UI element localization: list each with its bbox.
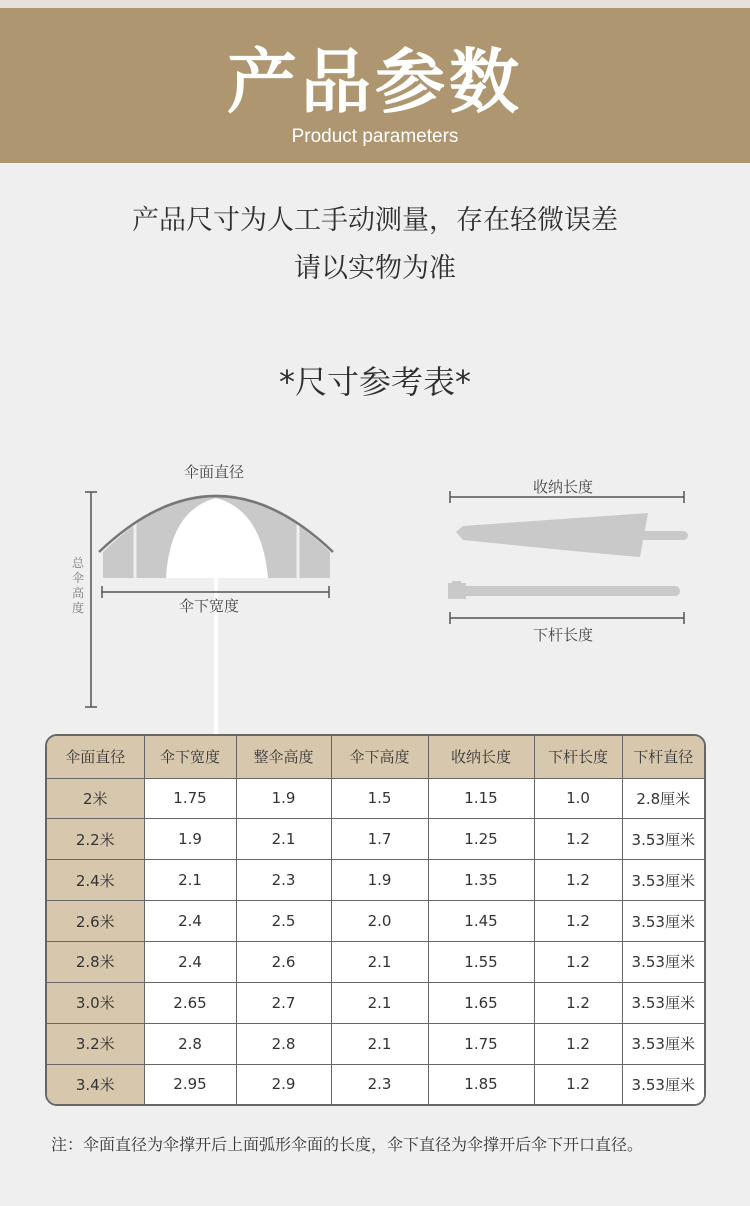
table-cell: 3.53厘米 (622, 860, 704, 901)
table-cell: 1.9 (236, 778, 331, 819)
table-cell: 1.85 (428, 1064, 534, 1104)
table-cell: 2米 (47, 778, 144, 819)
table-row (47, 982, 704, 1023)
table-cell: 2.8 (236, 1023, 331, 1064)
table-cell: 1.2 (534, 1064, 622, 1104)
table-cell: 1.35 (428, 860, 534, 901)
footnote: 注：伞面直径为伞撑开后上面弧形伞面的长度，伞下直径为伞撑开后伞下开口直径。 (51, 1135, 644, 1154)
table-cell: 3.2米 (47, 1023, 144, 1064)
table-cell: 1.2 (534, 901, 622, 942)
table-cell: 1.15 (428, 778, 534, 819)
table-cell: 1.2 (534, 982, 622, 1023)
column-header-under-height: 伞下高度 (331, 736, 428, 778)
page-subtitle: Product parameters (291, 126, 459, 147)
table-row (47, 778, 704, 819)
table-cell: 2.3 (236, 860, 331, 901)
table-cell: 2.4米 (47, 860, 144, 901)
table-row (47, 819, 704, 860)
column-header-pole-diameter: 下杆直径 (622, 736, 704, 778)
table-cell: 1.2 (534, 819, 622, 860)
table-row (47, 860, 704, 901)
folded-umbrella-icon (456, 513, 688, 557)
table-cell: 1.55 (428, 941, 534, 982)
table-cell: 3.4米 (47, 1064, 144, 1104)
table-cell: 1.2 (534, 1023, 622, 1064)
table-cell: 2.4 (144, 901, 236, 942)
column-header-folded-length: 收纳长度 (428, 736, 534, 778)
total-height-indicator (85, 492, 97, 707)
table-cell: 1.9 (331, 860, 428, 901)
table-cell: 2.6米 (47, 901, 144, 942)
table-row (47, 1023, 704, 1064)
table-cell: 1.25 (428, 819, 534, 860)
measurement-notice-second-line: 请以实物为准 (294, 253, 456, 284)
table-cell: 3.0米 (47, 982, 144, 1023)
table-cell: 2.1 (236, 819, 331, 860)
column-header-pole-length: 下杆长度 (534, 736, 622, 778)
table-cell: 1.0 (534, 778, 622, 819)
column-header-total-height: 整伞高度 (236, 736, 331, 778)
table-cell: 1.7 (331, 819, 428, 860)
table-row (47, 901, 704, 942)
table-cell: 3.53厘米 (622, 1064, 704, 1104)
table-cell: 2.8米 (47, 941, 144, 982)
table-cell: 1.9 (144, 819, 236, 860)
table-cell: 3.53厘米 (622, 1023, 704, 1064)
table-header-row (47, 736, 704, 778)
size-reference-table (45, 734, 706, 1106)
table-row (47, 941, 704, 982)
table-cell: 1.5 (331, 778, 428, 819)
table-cell: 2.3 (331, 1064, 428, 1104)
table-cell: 2.2米 (47, 819, 144, 860)
table-cell: 2.1 (331, 941, 428, 982)
column-header-canopy-width: 伞下宽度 (144, 736, 236, 778)
table-cell: 2.65 (144, 982, 236, 1023)
lower-pole-icon (448, 581, 680, 599)
table-cell: 1.65 (428, 982, 534, 1023)
size-reference-title: *尺寸参考表* (278, 363, 471, 401)
table-cell: 2.1 (144, 860, 236, 901)
table-cell: 2.6 (236, 941, 331, 982)
table-cell: 2.4 (144, 941, 236, 982)
column-header-canopy-diameter: 伞面直径 (47, 736, 144, 778)
open-umbrella-icon (99, 496, 333, 740)
table-cell: 1.75 (428, 1023, 534, 1064)
table-cell: 2.5 (236, 901, 331, 942)
canopy-width-label: 伞下宽度 (179, 597, 240, 615)
table-cell: 1.2 (534, 860, 622, 901)
measurement-notice: 产品尺寸为人工手动测量，存在轻微误差 (132, 205, 618, 236)
table-cell: 1.2 (534, 941, 622, 982)
table-cell: 3.53厘米 (622, 901, 704, 942)
page-title: 产品参数 (227, 41, 523, 123)
lower-pole-length-indicator (450, 612, 684, 624)
table-cell: 1.45 (428, 901, 534, 942)
table-row (47, 1064, 704, 1104)
table-cell: 3.53厘米 (622, 941, 704, 982)
folded-length-label: 收纳长度 (533, 478, 594, 496)
table-cell: 2.95 (144, 1064, 236, 1104)
table-cell: 3.53厘米 (622, 982, 704, 1023)
table-cell: 2.8 (144, 1023, 236, 1064)
table-cell: 2.9 (236, 1064, 331, 1104)
canopy-diameter-label: 伞面直径 (184, 463, 245, 481)
lower-pole-length-label: 下杆长度 (533, 626, 594, 644)
table-cell: 1.75 (144, 778, 236, 819)
table-cell: 3.53厘米 (622, 819, 704, 860)
total-height-label: 总伞高度 (71, 556, 84, 615)
table-cell: 2.7 (236, 982, 331, 1023)
table-cell: 2.1 (331, 982, 428, 1023)
table-cell: 2.8厘米 (622, 778, 704, 819)
table-cell: 2.0 (331, 901, 428, 942)
table-cell: 2.1 (331, 1023, 428, 1064)
